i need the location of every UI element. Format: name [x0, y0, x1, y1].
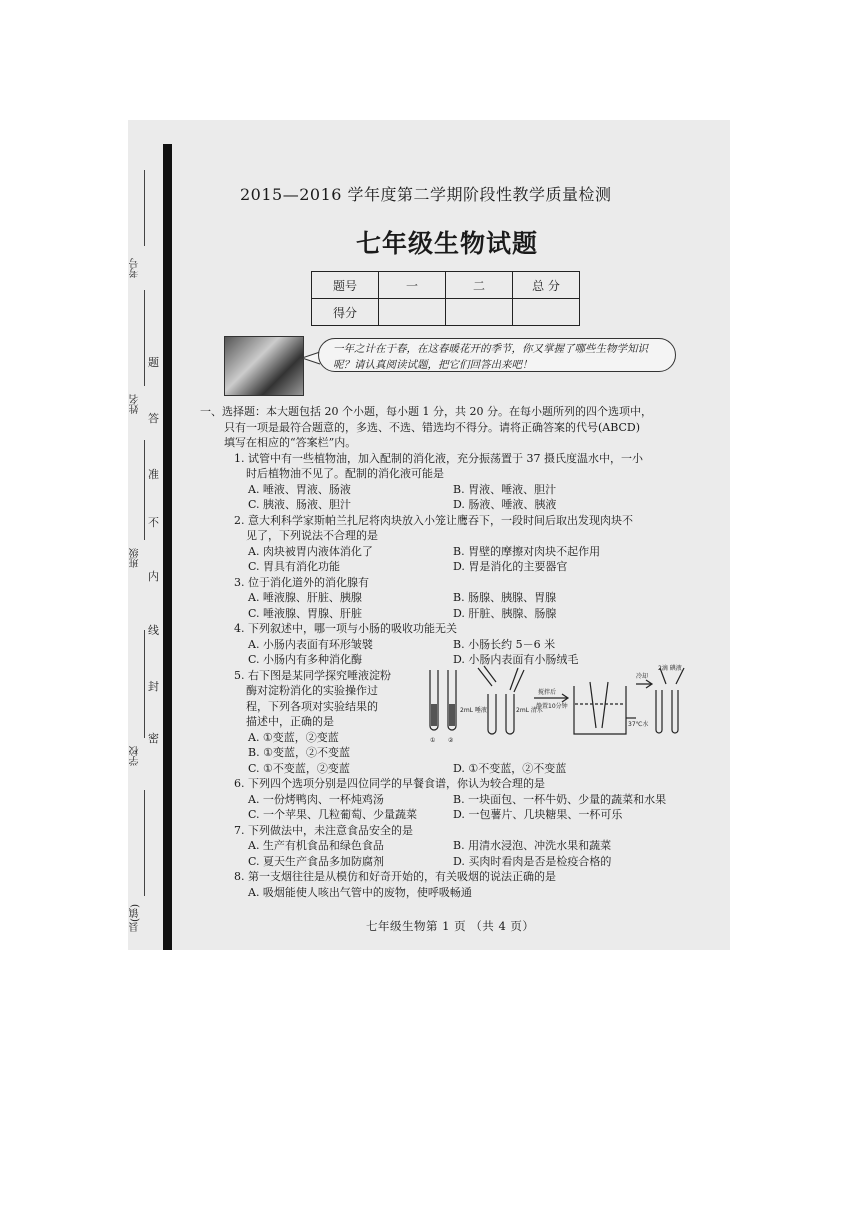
exam-title: 2015—2016 学年度第二学期阶段性教学质量检测 [240, 185, 612, 204]
option-row [210, 637, 680, 653]
option: A. 一份烤鸭肉、一杯炖鸡汤 [248, 792, 384, 806]
option-row [210, 559, 680, 575]
question-stem: 4. 下列叙述中，哪一项与小肠的吸收功能无关 [234, 622, 457, 635]
question-section [200, 404, 680, 900]
option: C. 夏天生产食品多加防腐剂 [248, 854, 385, 868]
score-header-cell: 题号 [312, 272, 379, 299]
option: A. 小肠内表面有环形皱襞 [248, 637, 373, 651]
option: D. 买肉时看肉是否是检疫合格的 [453, 854, 612, 868]
option-row [210, 590, 680, 606]
seal-char: 线 [148, 624, 159, 637]
figure-label: ② [448, 737, 454, 744]
side-line [144, 440, 145, 540]
exam-subtitle: 七年级生物试题 [356, 229, 539, 258]
option: B. ①变蓝，②不变蓝 [248, 746, 350, 759]
question-stem: 见了，下列说法不合理的是 [246, 529, 378, 542]
option: D. 一包薯片、几块糖果、一杯可乐 [453, 808, 623, 821]
side-line [144, 790, 145, 896]
option-row [210, 497, 680, 513]
score-header-cell: 一 [379, 272, 446, 299]
option: D. 肠液、唾液、胰液 [453, 498, 557, 511]
side-label-county: 县(镇) [130, 904, 141, 932]
option: A. 肉块被胃内液体消化了 [248, 544, 373, 558]
page-footer: 七年级生物第 1 页 （共 4 页） [366, 919, 535, 933]
seal-char: 题 [148, 356, 159, 369]
seal-char: 不 [148, 516, 159, 529]
option-row [210, 807, 680, 823]
option-row [210, 482, 680, 498]
score-table-header-row [312, 272, 580, 299]
binding-bar [163, 144, 172, 950]
question-stem: 1. 试管中有一些植物油，加入配制的消化液，充分振荡置于 37 摄氏度温水中，一小 [234, 451, 643, 465]
option-row [210, 606, 680, 622]
option: D. 肝脏、胰腺、肠腺 [453, 606, 557, 620]
option: C. ①不变蓝，②变蓝 [248, 761, 350, 775]
score-table-row [312, 299, 580, 326]
option: B. 胃壁的摩擦对肉块不起作用 [453, 544, 601, 558]
section-heading: 一、选择题：本大题包括 20 个小题，每小题 1 分，共 20 分。在每小题所列的四个选项中， [200, 405, 652, 418]
seal-char: 准 [148, 468, 159, 481]
figure-label: 冷却 [636, 673, 649, 680]
side-label-exam-number: 考号 [130, 258, 141, 278]
option: D. 小肠内表面有小肠绒毛 [453, 653, 579, 666]
option: D. ①不变蓝，②不变蓝 [453, 761, 567, 775]
question-stem: 3. 位于消化道外的消化腺有 [234, 575, 369, 589]
option: C. 小肠内有多种消化酶 [248, 653, 363, 666]
score-cell [379, 299, 446, 326]
section-heading-line: 只有一项是最符合题意的，多选、不选、错选均不得分。请将正确答案的代号(ABCD) [224, 420, 641, 434]
score-table [311, 271, 580, 326]
option: A. 吸烟能使人咳出气管中的废物，使呼吸畅通 [248, 885, 472, 899]
question-stem: 程，下列各项对实验结果的 [246, 699, 378, 713]
option-row [210, 761, 680, 777]
option: B. 小肠长约 5－6 米 [453, 637, 556, 651]
option: B. 一块面包、一杯牛奶、少量的蔬菜和水果 [453, 792, 667, 806]
option: C. 一个苹果、几粒葡萄、少量蔬菜 [248, 808, 418, 821]
question-stem: 7. 下列做法中，未注意食品安全的是 [234, 823, 413, 837]
option: C. 唾液腺、胃腺、肝脏 [248, 606, 363, 620]
option-row [210, 885, 680, 901]
score-cell [446, 299, 513, 326]
seal-char: 内 [148, 570, 159, 583]
score-cell [513, 299, 580, 326]
score-row-label: 得分 [312, 299, 379, 326]
question-stem: 描述中，正确的是 [246, 715, 334, 728]
question-stem: 5. 右下图是某同学探究唾液淀粉 [234, 668, 391, 682]
figure-label: ① [430, 737, 436, 744]
option-row [210, 792, 680, 808]
question-stem: 6. 下列四个选项分别是四位同学的早餐食谱，你认为较合理的是 [234, 777, 545, 790]
speech-bubble: 一年之计在于春，在这春暖花开的季节，你又掌握了哪些生物学知识呢？请认真阅读试题，把它们回答出来吧！ [318, 338, 676, 372]
figure-label: 2mL 清水 [516, 707, 543, 714]
option: A. 唾液、胃液、肠液 [248, 482, 351, 496]
figure-label: 静置10分钟 [536, 703, 568, 710]
score-header-cell: 二 [446, 272, 513, 299]
side-line [144, 170, 145, 246]
question-stem: 2. 意大利科学家斯帕兰扎尼将肉块放入小笼让鹰吞下，一段时间后取出发现肉块不 [234, 513, 633, 527]
question-stem: 8. 第一支烟往往是从模仿和好奇开始的，有关吸烟的说法正确的是 [234, 870, 556, 883]
seal-char: 答 [148, 412, 159, 425]
side-label-school: 学校 [130, 746, 141, 766]
option: B. 胃液、唾液、胆汁 [453, 482, 557, 496]
figure-label: 2mL 唾液 [460, 707, 487, 714]
option: B. 用清水浸泡、冲洗水果和蔬菜 [453, 839, 612, 852]
side-label-name: 姓名 [130, 394, 141, 414]
experiment-figure [422, 664, 688, 746]
student-photo [224, 336, 304, 396]
option: C. 胰液、肠液、胆汁 [248, 498, 352, 511]
figure-label: 搅拌后 [538, 689, 557, 696]
score-header-cell: 总 分 [513, 272, 580, 299]
section-heading-line: 填写在相应的“答案栏”内。 [224, 436, 357, 449]
seal-char: 封 [148, 680, 159, 693]
side-label-class: 班级 [130, 548, 141, 568]
question-stem: 酶对淀粉消化的实验操作过 [246, 684, 378, 697]
question-stem: 时后植物油不见了。配制的消化液可能是 [246, 467, 444, 480]
seal-char: 密 [148, 732, 159, 745]
side-line [144, 630, 145, 738]
option: A. ①变蓝，②变蓝 [248, 730, 339, 744]
figure-label: 37℃水 [628, 721, 649, 728]
option-row [210, 854, 680, 870]
option-row [210, 544, 680, 560]
option: D. 胃是消化的主要器官 [453, 560, 568, 573]
option: C. 胃具有消化功能 [248, 560, 341, 573]
option: A. 唾液腺、肝脏、胰腺 [248, 591, 362, 604]
option: B. 肠腺、胰腺、胃腺 [453, 591, 557, 604]
option: A. 生产有机食品和绿色食品 [248, 839, 384, 852]
option-row [210, 838, 680, 854]
figure-label: 2滴 碘液 [658, 665, 682, 672]
side-line [144, 290, 145, 386]
option-row [210, 745, 680, 761]
